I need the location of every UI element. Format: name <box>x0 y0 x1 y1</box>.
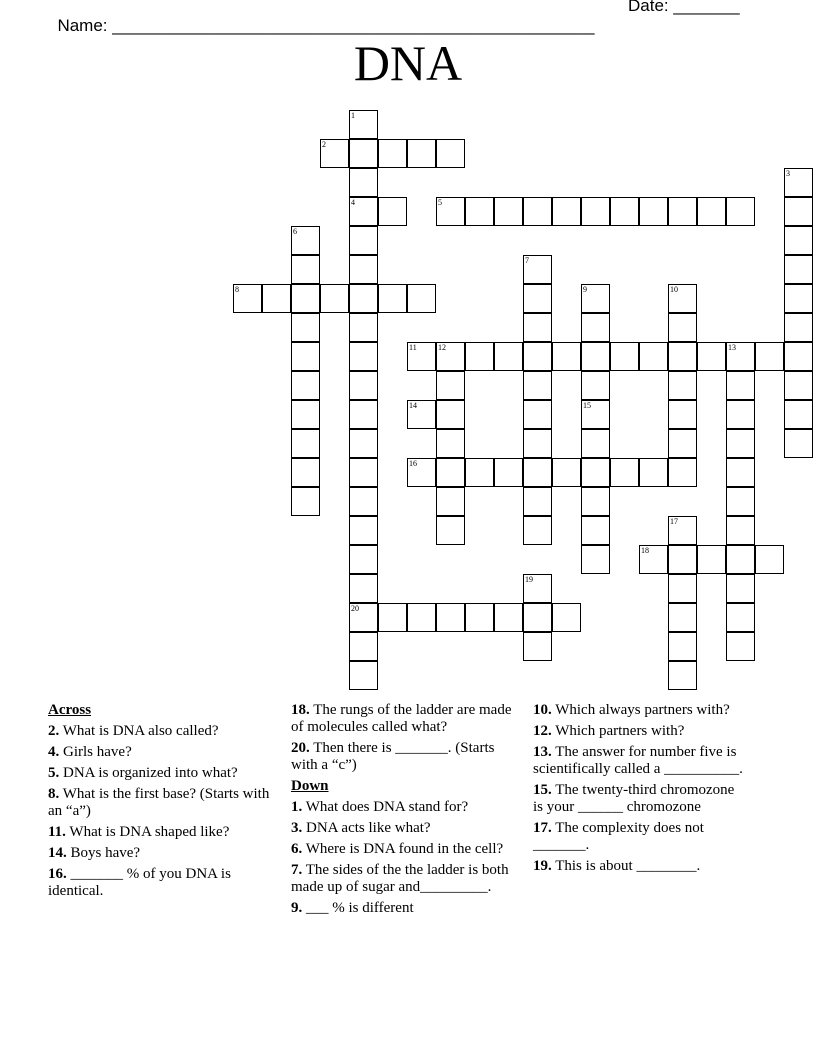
clue-across-16 <box>48 866 270 900</box>
crossword-cell[interactable] <box>494 197 523 226</box>
clue-number-label: 1 <box>351 111 355 120</box>
crossword-cell[interactable] <box>349 516 378 545</box>
clue-text: The rungs of the ladder are made of molecules called what? <box>291 702 512 735</box>
clue-number-label: 18 <box>641 546 649 555</box>
clue-text: Then there is _______. (Starts with a “c”) <box>291 740 495 773</box>
crossword-cell[interactable] <box>784 429 813 458</box>
clue-down-15 <box>533 782 745 816</box>
clue-text: The complexity does not _______. <box>533 820 704 853</box>
clue-across-20 <box>291 740 519 774</box>
crossword-cell[interactable] <box>784 197 813 226</box>
crossword-cell[interactable] <box>552 458 581 487</box>
clue-down-1 <box>291 799 519 816</box>
clues-column-2 <box>291 702 519 921</box>
crossword-cell[interactable] <box>349 284 378 313</box>
crossword-cell[interactable] <box>407 139 436 168</box>
crossword-cell[interactable] <box>378 284 407 313</box>
crossword-cell[interactable] <box>581 429 610 458</box>
crossword-cell[interactable] <box>697 545 726 574</box>
clue-across-4 <box>48 744 270 761</box>
clue-text: Where is DNA found in the cell? <box>302 841 504 857</box>
crossword-cell[interactable] <box>755 545 784 574</box>
clues-column-3 <box>533 702 745 879</box>
crossword-cell[interactable] <box>581 487 610 516</box>
clue-number: 2. <box>48 723 60 739</box>
crossword-cell[interactable] <box>668 342 697 371</box>
clue-number-label: 12 <box>438 343 446 352</box>
crossword-cell[interactable] <box>668 400 697 429</box>
crossword-cell[interactable] <box>291 284 320 313</box>
clue-text: What is DNA also called? <box>59 723 219 739</box>
crossword-cell[interactable] <box>349 255 378 284</box>
crossword-cell[interactable] <box>668 313 697 342</box>
crossword-cell[interactable] <box>291 313 320 342</box>
clue-text: What is the first base? (Starts with an “a”) <box>48 786 270 819</box>
crossword-cell[interactable] <box>436 197 465 226</box>
clue-number-label: 20 <box>351 604 359 613</box>
clue-number-label: 6 <box>293 227 297 236</box>
crossword-cell[interactable] <box>726 487 755 516</box>
clue-number-label: 8 <box>235 285 239 294</box>
clue-number: 18. <box>291 702 310 718</box>
crossword-cell[interactable] <box>784 313 813 342</box>
crossword-cell[interactable] <box>494 458 523 487</box>
clue-down-19 <box>533 858 745 875</box>
clue-text: DNA is organized into what? <box>59 765 238 781</box>
clue-down-9 <box>291 900 519 917</box>
crossword-cell[interactable] <box>349 458 378 487</box>
crossword-cell[interactable] <box>523 313 552 342</box>
crossword-cell[interactable] <box>668 371 697 400</box>
clue-number: 15. <box>533 782 552 798</box>
clue-number: 3. <box>291 820 303 836</box>
crossword-cell[interactable] <box>291 255 320 284</box>
clue-down-12 <box>533 723 745 740</box>
clue-text: Girls have? <box>59 744 132 760</box>
crossword-cell[interactable] <box>291 342 320 371</box>
clue-text: Boys have? <box>66 845 141 861</box>
across-heading: Across <box>48 702 92 718</box>
clue-down-13 <box>533 744 745 778</box>
clue-number: 12. <box>533 723 552 739</box>
clue-number-label: 13 <box>728 343 736 352</box>
crossword-cell[interactable] <box>523 574 552 603</box>
crossword-cell[interactable] <box>581 516 610 545</box>
crossword-cell[interactable] <box>523 603 552 632</box>
clue-text: Which partners with? <box>551 723 685 739</box>
clue-text: What does DNA stand for? <box>302 799 469 815</box>
date-field-label: Date: _______ <box>628 0 740 15</box>
page-title: DNA <box>353 35 463 91</box>
crossword-cell[interactable] <box>668 197 697 226</box>
crossword-cell[interactable] <box>668 574 697 603</box>
clue-across-2 <box>48 723 270 740</box>
crossword-cell[interactable] <box>610 342 639 371</box>
crossword-cell[interactable] <box>581 197 610 226</box>
crossword-cell[interactable] <box>639 458 668 487</box>
crossword-cell[interactable] <box>349 429 378 458</box>
crossword-cell[interactable] <box>349 574 378 603</box>
clue-number: 7. <box>291 862 303 878</box>
crossword-cell[interactable] <box>349 110 378 139</box>
crossword-cell[interactable] <box>726 516 755 545</box>
crossword-cell[interactable] <box>552 603 581 632</box>
clue-text: DNA acts like what? <box>302 820 431 836</box>
crossword-cell[interactable] <box>581 458 610 487</box>
crossword-cell[interactable] <box>291 458 320 487</box>
clue-number: 16. <box>48 866 67 882</box>
crossword-cell[interactable] <box>726 632 755 661</box>
crossword-cell[interactable] <box>523 458 552 487</box>
clue-number: 19. <box>533 858 552 874</box>
crossword-cell[interactable] <box>523 284 552 313</box>
crossword-cell[interactable] <box>436 139 465 168</box>
crossword-cell[interactable] <box>349 487 378 516</box>
crossword-cell[interactable] <box>436 458 465 487</box>
clue-across-8 <box>48 786 270 820</box>
crossword-cell[interactable] <box>523 516 552 545</box>
crossword-cell[interactable] <box>668 516 697 545</box>
crossword-cell[interactable] <box>407 284 436 313</box>
crossword-cell[interactable] <box>668 429 697 458</box>
crossword-cell[interactable] <box>523 487 552 516</box>
clue-across-14 <box>48 845 270 862</box>
clue-text: The answer for number five is scientifically called a __________. <box>533 744 743 777</box>
crossword-cell[interactable] <box>581 342 610 371</box>
crossword-cell[interactable] <box>697 197 726 226</box>
crossword-cell[interactable] <box>668 458 697 487</box>
clue-number-label: 4 <box>351 198 355 207</box>
clues-column-1 <box>48 702 270 904</box>
crossword-cell[interactable] <box>407 400 436 429</box>
clue-number: 4. <box>48 744 60 760</box>
crossword-cell[interactable] <box>755 342 784 371</box>
crossword-cell[interactable] <box>291 400 320 429</box>
crossword-cell[interactable] <box>407 458 436 487</box>
clue-number-label: 5 <box>438 198 442 207</box>
crossword-cell[interactable] <box>668 632 697 661</box>
clue-across-5 <box>48 765 270 782</box>
crossword-cell[interactable] <box>784 342 813 371</box>
clue-text: ___ % is different <box>302 900 414 916</box>
crossword-cell[interactable] <box>233 284 262 313</box>
crossword-cell[interactable] <box>784 400 813 429</box>
crossword-cell[interactable] <box>726 197 755 226</box>
clue-number: 17. <box>533 820 552 836</box>
crossword-cell[interactable] <box>407 342 436 371</box>
clue-down-7 <box>291 862 519 896</box>
clue-text: This is about ________. <box>551 858 701 874</box>
crossword-cell[interactable] <box>668 284 697 313</box>
clue-number-label: 9 <box>583 285 587 294</box>
crossword-cell[interactable] <box>349 313 378 342</box>
crossword-cell[interactable] <box>726 603 755 632</box>
crossword-cell[interactable] <box>349 168 378 197</box>
crossword-cell[interactable] <box>581 371 610 400</box>
crossword-cell[interactable] <box>523 429 552 458</box>
crossword-cell[interactable] <box>436 487 465 516</box>
crossword-cell[interactable] <box>581 313 610 342</box>
crossword-cell[interactable] <box>349 632 378 661</box>
clue-text: Which always partners with? <box>551 702 730 718</box>
clue-number-label: 16 <box>409 459 417 468</box>
clue-number: 20. <box>291 740 310 756</box>
crossword-cell[interactable] <box>726 429 755 458</box>
crossword-cell[interactable] <box>726 371 755 400</box>
clue-number-label: 19 <box>525 575 533 584</box>
crossword-cell[interactable] <box>552 197 581 226</box>
crossword-cell[interactable] <box>610 197 639 226</box>
crossword-cell[interactable] <box>349 139 378 168</box>
clue-across-11 <box>48 824 270 841</box>
clue-number-label: 15 <box>583 401 591 410</box>
clue-number: 10. <box>533 702 552 718</box>
crossword-cell[interactable] <box>378 197 407 226</box>
crossword-cell[interactable] <box>320 139 349 168</box>
clue-down-6 <box>291 841 519 858</box>
clue-number-label: 11 <box>409 343 417 352</box>
clue-number: 13. <box>533 744 552 760</box>
clue-across-18 <box>291 702 519 736</box>
crossword-cell[interactable] <box>726 574 755 603</box>
crossword-cell[interactable] <box>784 371 813 400</box>
crossword-cell[interactable] <box>349 545 378 574</box>
crossword-cell[interactable] <box>465 458 494 487</box>
crossword-cell[interactable] <box>581 284 610 313</box>
crossword-cell[interactable] <box>668 661 697 690</box>
crossword-cell[interactable] <box>784 168 813 197</box>
crossword-cell[interactable] <box>523 197 552 226</box>
crossword-cell[interactable] <box>291 226 320 255</box>
clue-number: 11. <box>48 824 66 840</box>
crossword-cell[interactable] <box>291 487 320 516</box>
crossword-cell[interactable] <box>726 342 755 371</box>
clue-text: _______ % of you DNA is identical. <box>48 866 231 899</box>
crossword-cell[interactable] <box>349 197 378 226</box>
crossword-cell[interactable] <box>465 342 494 371</box>
crossword-cell[interactable] <box>349 603 378 632</box>
crossword-cell[interactable] <box>552 342 581 371</box>
clue-down-17 <box>533 820 745 854</box>
crossword-cell[interactable] <box>639 342 668 371</box>
crossword-cell[interactable] <box>523 255 552 284</box>
clue-number: 14. <box>48 845 67 861</box>
crossword-cell[interactable] <box>639 545 668 574</box>
crossword-cell[interactable] <box>523 400 552 429</box>
crossword-cell[interactable] <box>465 197 494 226</box>
crossword-cell[interactable] <box>291 429 320 458</box>
crossword-cell[interactable] <box>349 400 378 429</box>
crossword-cell[interactable] <box>378 139 407 168</box>
crossword-cell[interactable] <box>784 226 813 255</box>
crossword-cell[interactable] <box>378 603 407 632</box>
crossword-cell[interactable] <box>523 371 552 400</box>
crossword-cell[interactable] <box>349 342 378 371</box>
clue-number: 8. <box>48 786 60 802</box>
clue-number: 6. <box>291 841 303 857</box>
crossword-cell[interactable] <box>494 603 523 632</box>
crossword-cell[interactable] <box>581 400 610 429</box>
clue-number-label: 17 <box>670 517 678 526</box>
clue-number: 5. <box>48 765 60 781</box>
clue-text: The sides of the the ladder is both made up of sugar and_________. <box>291 862 509 895</box>
clue-down-3 <box>291 820 519 837</box>
clue-down-10 <box>533 702 745 719</box>
crossword-cell[interactable] <box>407 603 436 632</box>
crossword-cell[interactable] <box>523 342 552 371</box>
crossword-cell[interactable] <box>349 371 378 400</box>
crossword-cell[interactable] <box>668 545 697 574</box>
clue-text: What is DNA shaped like? <box>65 824 230 840</box>
crossword-cell[interactable] <box>320 284 349 313</box>
crossword-cell[interactable] <box>523 632 552 661</box>
crossword-cell[interactable] <box>668 603 697 632</box>
crossword-cell[interactable] <box>291 371 320 400</box>
crossword-cell[interactable] <box>436 342 465 371</box>
clue-number-label: 2 <box>322 140 326 149</box>
crossword-cell[interactable] <box>349 661 378 690</box>
crossword-cell[interactable] <box>784 255 813 284</box>
crossword-cell[interactable] <box>726 458 755 487</box>
clue-number: 1. <box>291 799 303 815</box>
name-field-label: Name: ___________________________________________________ <box>57 16 595 35</box>
clue-number-label: 3 <box>786 169 790 178</box>
crossword-cell[interactable] <box>436 400 465 429</box>
clue-number: 9. <box>291 900 303 916</box>
crossword-cell[interactable] <box>349 226 378 255</box>
down-heading: Down <box>291 778 329 794</box>
clue-number-label: 14 <box>409 401 417 410</box>
crossword-cell[interactable] <box>436 603 465 632</box>
crossword-cell[interactable] <box>436 429 465 458</box>
crossword-cell[interactable] <box>610 458 639 487</box>
crossword-cell[interactable] <box>697 342 726 371</box>
crossword-cell[interactable] <box>494 342 523 371</box>
clue-number-label: 10 <box>670 285 678 294</box>
clue-text: The twenty-third chromozone is your ______ chromozone <box>533 782 735 815</box>
crossword-cell[interactable] <box>436 371 465 400</box>
crossword-cell[interactable] <box>465 603 494 632</box>
clue-number-label: 7 <box>525 256 529 265</box>
crossword-cell[interactable] <box>639 197 668 226</box>
crossword-cell[interactable] <box>726 545 755 574</box>
crossword-cell[interactable] <box>436 516 465 545</box>
crossword-cell[interactable] <box>784 284 813 313</box>
crossword-cell[interactable] <box>262 284 291 313</box>
crossword-cell[interactable] <box>726 400 755 429</box>
crossword-cell[interactable] <box>581 545 610 574</box>
